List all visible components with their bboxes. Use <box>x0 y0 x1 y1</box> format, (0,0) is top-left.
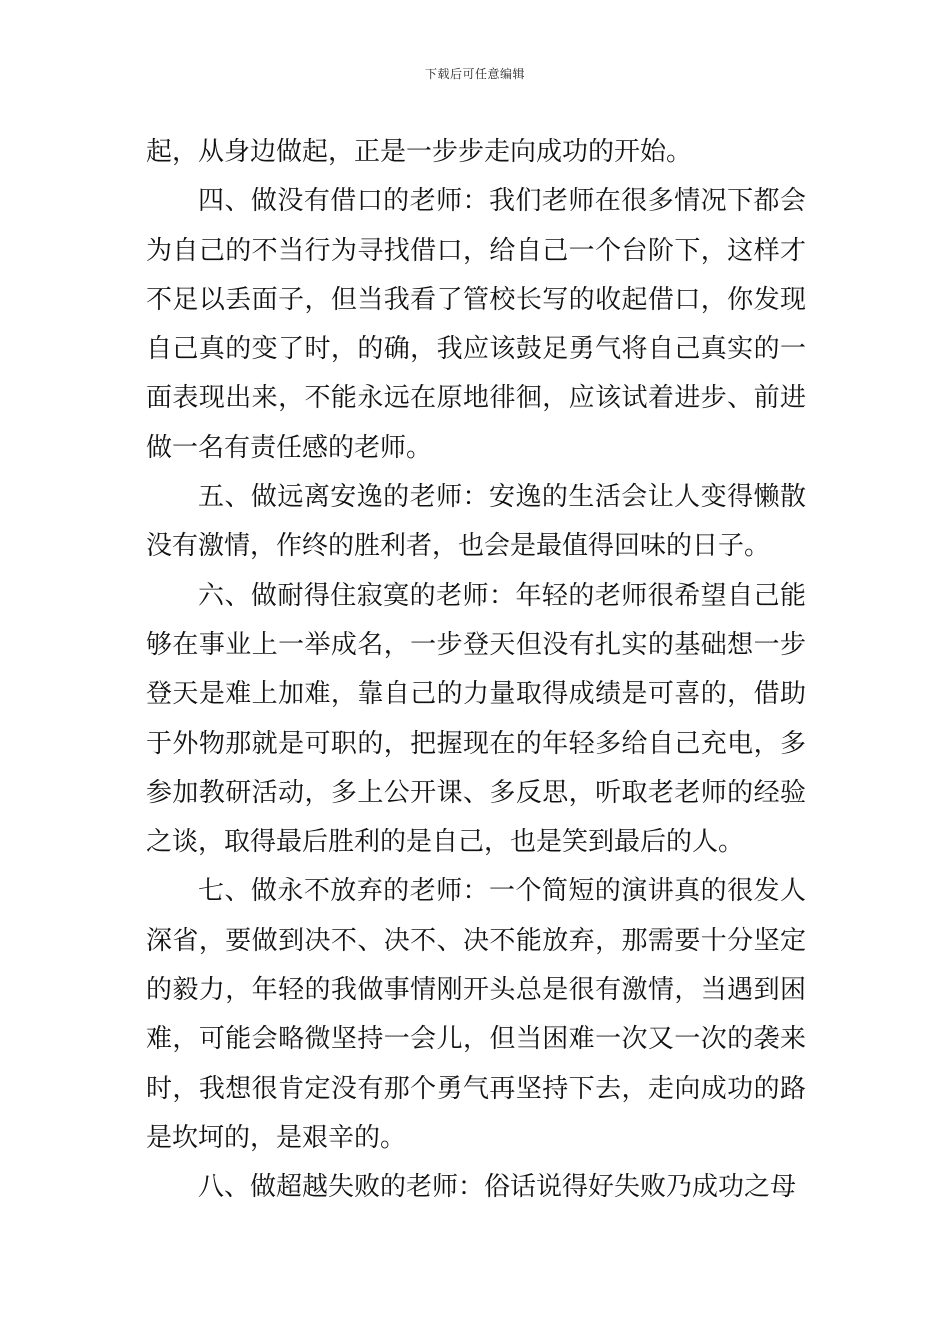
document-body <box>146 128 806 1213</box>
paragraph-section-4: 四、做没有借口的老师：我们老师在很多情况下都会为自己的不当行为寻找借口，给自己一个台阶下，这样才不足以丢面子，但当我看了管校长写的收起借口，你发现自己真的变了时，的确，我应该鼓足勇气将自己真实的一面表现出来，不能永远在原地徘徊，应该试着进步、前进做一名有责任感的老师。 <box>146 186 806 463</box>
page-header: 下载后可任意编辑 <box>424 67 525 81</box>
paragraph-section-6: 六、做耐得住寂寞的老师：年轻的老师很希望自己能够在事业上一举成名，一步登天但没有扎实的基础想一步登天是难上加难，靠自己的力量取得成绩是可喜的，借助于外物那就是可职的，把握现在的年轻多给自己充电，多参加教研活动，多上公开课、多反思，听取老老师的经验之谈，取得最后胜利的是自己，也是笑到最后的人。 <box>146 580 806 858</box>
paragraph-continuation: 起，从身边做起，正是一步步走向成功的开始。 <box>146 137 693 167</box>
paragraph-section-5: 五、做远离安逸的老师：安逸的生活会让人变得懒散没有激情，作终的胜利者，也会是最值得回味的日子。 <box>146 482 806 562</box>
paragraph-section-8: 八、做超越失败的老师：俗话说得好失败乃成功之母 <box>198 1172 797 1203</box>
paragraph-section-7: 七、做永不放弃的老师：一个简短的演讲真的很发人深省，要做到决不、决不、决不能放弃，那需要十分坚定的毅力，年轻的我做事情刚开头总是很有激情，当遇到困难，可能会略微坚持一会儿，但当困难一次又一次的袭来时，我想很肯定没有那个勇气再坚持下去，走向成功的路是坎坷的，是艰辛的。 <box>146 876 806 1153</box>
